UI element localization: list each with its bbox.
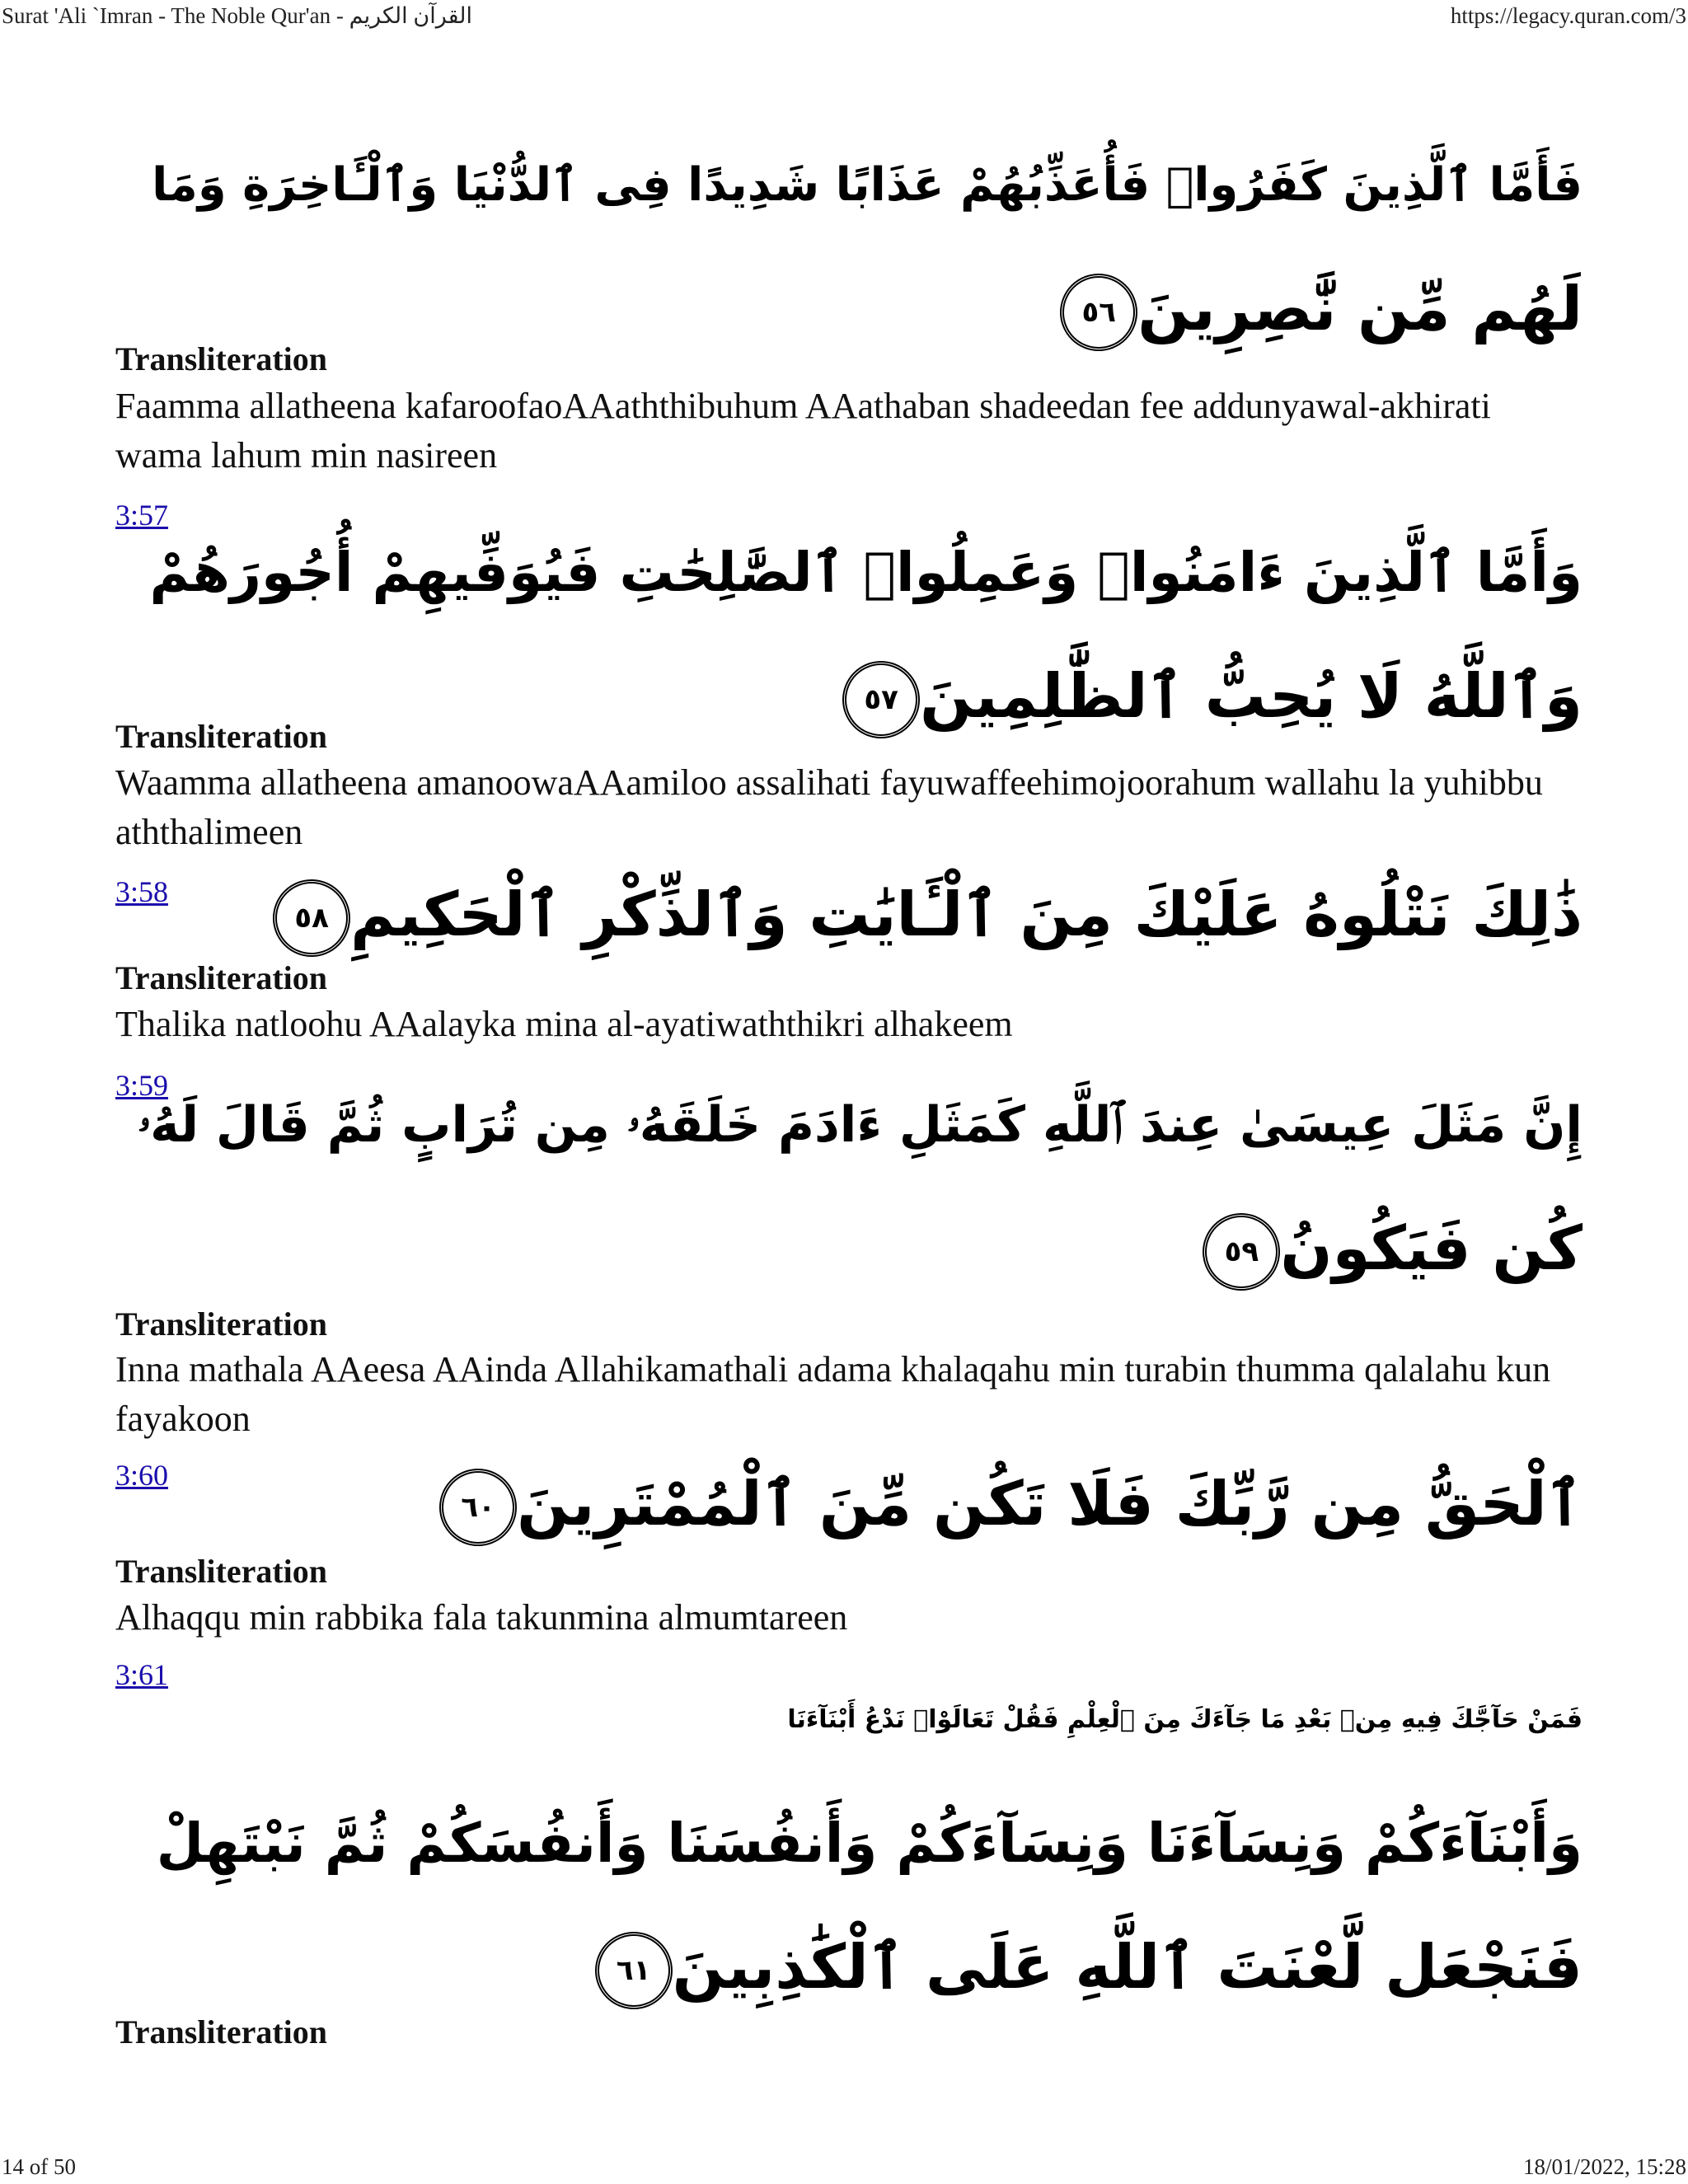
- ayah-number-marker: ٥٩: [1203, 1213, 1280, 1291]
- arabic-line: وَٱللَّهُ لَا يُحِبُّ ٱلظَّٰلِمِينَ٥٧: [149, 635, 1582, 758]
- verse-link-3-58[interactable]: 3:58: [115, 875, 169, 908]
- transliteration-text: Thalika natloohu AAalayka mina al-ayatiwaththikri alhakeem: [115, 1004, 1013, 1044]
- transliteration-text: Faamma allatheena kafaroofaoAAaththibuhum AAathaban shadeedan fee addunyawal-akhirati wama lahum min nasireen: [115, 386, 1491, 476]
- transliteration-heading: Transliteration: [115, 718, 328, 755]
- ayah-number-marker: ٦١: [595, 1932, 673, 2009]
- arabic-line: ذَٰلِكَ نَتْلُوهُ عَلَيْكَ مِنَ ٱلْـَٔايَٰتِ وَٱلذِّكْرِ ٱلْحَكِيمِ٥٨: [256, 869, 1582, 960]
- page-header-title: Surat 'Ali `Imran - The Noble Qur'an - القرآن الكريم: [2, 3, 473, 28]
- transliteration-text: Inna mathala AAeesa AAinda Allahikamathali adama khalaqahu min turabin thumma qalalahu kun fayakoon: [115, 1349, 1551, 1439]
- transliteration-heading: Transliteration: [115, 959, 328, 996]
- arabic-verse: [423, 1459, 1582, 1549]
- verse-link-3-59[interactable]: 3:59: [115, 1069, 169, 1102]
- verse-link-3-57[interactable]: 3:57: [115, 499, 169, 532]
- transliteration-heading: Transliteration: [115, 340, 328, 377]
- page-header-url: https://legacy.quran.com/3: [1450, 3, 1686, 28]
- arabic-verse: [149, 511, 1582, 758]
- transliteration-text: Alhaqqu min rabbika fala takunmina almumtareen: [115, 1597, 848, 1638]
- arabic-verse: [152, 124, 1582, 371]
- arabic-verse: [157, 1658, 1582, 2029]
- arabic-line: لَهُم مِّن نَّٰصِرِينَ٥٦: [152, 247, 1582, 371]
- page-footer-count: 14 of 50: [2, 2154, 76, 2179]
- arabic-verse: [138, 1063, 1582, 1310]
- ayah-number-marker: ٥٨: [273, 879, 350, 957]
- transliteration-heading: Transliteration: [115, 1305, 328, 1343]
- arabic-line: ٱلْحَقُّ مِن رَّبِّكَ فَلَا تَكُن مِّنَ ٱلْمُمْتَرِينَ٦٠: [423, 1459, 1582, 1549]
- arabic-line: فَنَجْعَل لَّعْنَتَ ٱللَّهِ عَلَى ٱلْكَٰذِبِينَ٦١: [157, 1905, 1582, 2029]
- transliteration-heading: Transliteration: [115, 1553, 328, 1590]
- ayah-number-marker: ٦٠: [439, 1469, 517, 1546]
- arabic-line: إِنَّ مَثَلَ عِيسَىٰ عِندَ ٱللَّهِ كَمَثَلِ ءَادَمَ خَلَقَهُۥ مِن تُرَابٍ ثُمَّ قَالَ لَهُۥ: [138, 1096, 1582, 1154]
- verse-link-3-61[interactable]: 3:61: [115, 1658, 169, 1691]
- arabic-verse: [256, 869, 1582, 960]
- verse-link-3-60[interactable]: 3:60: [115, 1459, 169, 1492]
- arabic-line: كُن فَيَكُونُ٥٩: [138, 1187, 1582, 1310]
- transliteration-heading: Transliteration: [115, 2013, 328, 2050]
- arabic-line: وَأَبْنَآءَكُمْ وَنِسَآءَنَا وَنِسَآءَكُمْ وَأَنفُسَنَا وَأَنفُسَكُمْ ثُمَّ نَبْتَهِلْ: [156, 1811, 1582, 1875]
- arabic-line: وَأَمَّا ٱلَّذِينَ ءَامَنُوا۟ وَعَمِلُوا۟ ٱلصَّٰلِحَٰتِ فَيُوَفِّيهِمْ أُجُورَهُمْ: [149, 541, 1582, 604]
- page-footer-datetime: 18/01/2022, 15:28: [1522, 2154, 1686, 2179]
- ayah-number-marker: ٥٧: [842, 661, 920, 738]
- arabic-line: فَأَمَّا ٱلَّذِينَ كَفَرُوا۟ فَأُعَذِّبُهُمْ عَذَابًا شَدِيدًا فِى ٱلدُّنْيَا وَٱلْـَٔاخِرَةِ وَمَا: [152, 158, 1582, 212]
- transliteration-text: Waamma allatheena amanoowaAAamiloo assalihati fayuwaffeehimojoorahum wallahu la yuhibbu aththalimeen: [115, 762, 1543, 852]
- arabic-line: فَمَنْ حَآجَّكَ فِيهِ مِنۢ بَعْدِ مَا جَآءَكَ مِنَ ٱلْعِلْمِ فَقُلْ تَعَالَوْا۟ نَدْعُ أَبْنَآءَنَا: [787, 1705, 1582, 1734]
- ayah-number-marker: ٥٦: [1060, 274, 1137, 351]
